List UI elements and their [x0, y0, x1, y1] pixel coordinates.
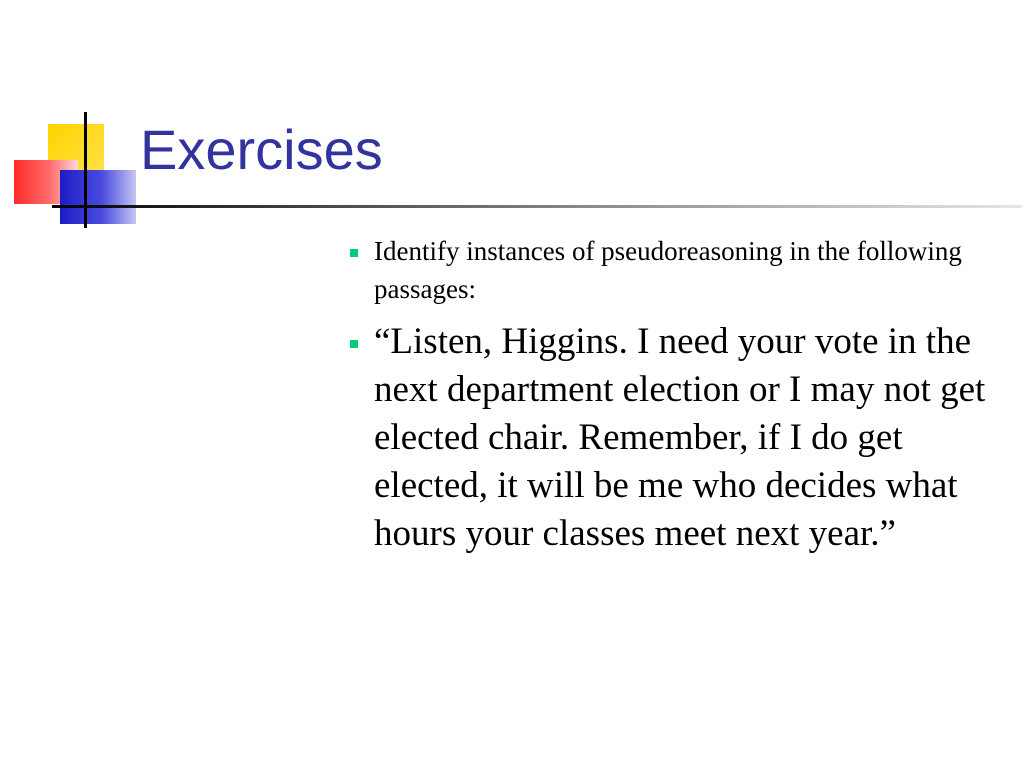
blue-square — [60, 170, 136, 224]
square-bullet-icon — [350, 249, 358, 257]
bullet-item-instructions — [348, 232, 1008, 308]
square-bullet-icon — [350, 340, 358, 348]
bullet-text: Identify instances of pseudoreasoning in the following passages: — [374, 236, 962, 304]
bullet-item-passage — [348, 318, 1008, 558]
vertical-rule — [84, 112, 87, 228]
bullet-list — [348, 232, 1008, 558]
slide-title: Exercises — [140, 118, 383, 181]
title-underline-rule — [52, 205, 1022, 208]
color-squares-emblem — [0, 0, 160, 240]
bullet-text: “Listen, Higgins. I need your vote in the next department election or I may not get elected chair. Remember, if I do get elected, it will be me who decides what hours your classes meet next year.” — [374, 321, 986, 554]
